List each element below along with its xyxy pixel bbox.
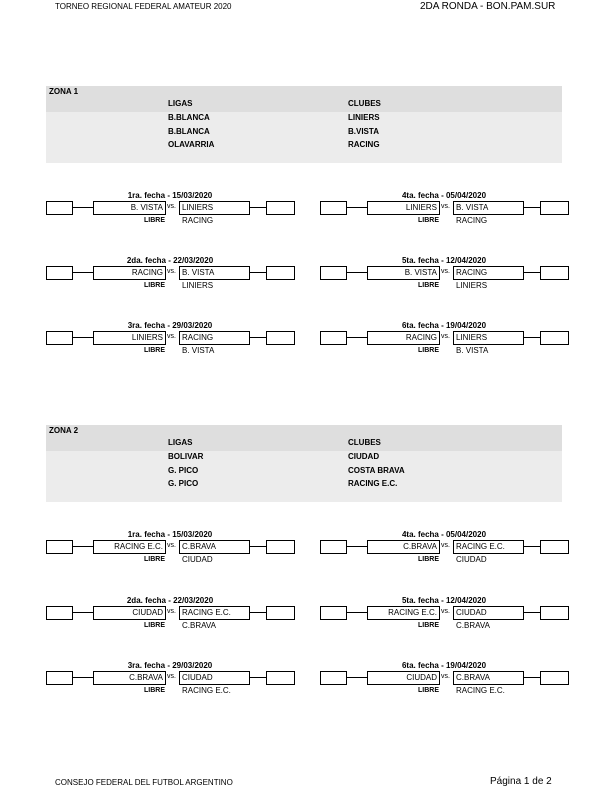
fixture-z1-f4 bbox=[320, 191, 568, 227]
liga-name: BOLIVAR bbox=[168, 452, 204, 461]
home-team: LINIERS bbox=[93, 331, 166, 345]
away-score-box bbox=[540, 671, 569, 685]
away-score-box bbox=[266, 266, 295, 280]
document-header-round: 2DA RONDA - BON.PAM.SUR bbox=[420, 1, 556, 12]
libre-team: RACING E.C. bbox=[456, 686, 505, 695]
zone-1-col-ligas: LIGAS bbox=[168, 99, 193, 108]
zone-row bbox=[46, 451, 562, 465]
club-name: COSTA BRAVA bbox=[348, 465, 405, 475]
home-score-box bbox=[320, 671, 347, 685]
document-header-title: TORNEO REGIONAL FEDERAL AMATEUR 2020 bbox=[55, 2, 232, 11]
libre-team: LINIERS bbox=[456, 281, 488, 290]
home-team: RACING bbox=[367, 331, 440, 345]
away-team: LINIERS bbox=[179, 201, 250, 215]
home-team: RACING E.C. bbox=[93, 540, 166, 554]
away-score-box bbox=[266, 606, 295, 620]
home-score-box bbox=[46, 331, 73, 345]
home-score-box bbox=[320, 266, 347, 280]
vs-label: vs. bbox=[167, 203, 176, 210]
fixture-z2-f4 bbox=[320, 530, 568, 566]
away-team: RACING bbox=[453, 266, 524, 280]
fixture-title: 3ra. fecha - 29/03/2020 bbox=[127, 661, 213, 670]
fixture-z1-f1 bbox=[46, 191, 294, 227]
zone-1-header bbox=[46, 86, 562, 112]
liga-name: B.BLANCA bbox=[168, 113, 210, 122]
zone-1-title: ZONA 1 bbox=[49, 87, 79, 96]
fixture-z1-f2 bbox=[46, 256, 294, 292]
vs-label: vs. bbox=[167, 268, 176, 275]
away-team: CIUDAD bbox=[453, 606, 524, 620]
libre-label: LIBRE bbox=[144, 556, 165, 563]
fixture-title: 6ta. fecha - 19/04/2020 bbox=[401, 661, 487, 670]
home-score-box bbox=[46, 266, 73, 280]
fixture-title: 1ra. fecha - 15/03/2020 bbox=[127, 191, 213, 200]
libre-team: CIUDAD bbox=[456, 555, 487, 564]
liga-name: G. PICO bbox=[168, 465, 199, 475]
fixture-z1-f5 bbox=[320, 256, 568, 292]
away-score-box bbox=[266, 540, 295, 554]
fixture-title: 1ra. fecha - 15/03/2020 bbox=[127, 530, 213, 539]
libre-label: LIBRE bbox=[144, 687, 165, 694]
home-team: CIUDAD bbox=[367, 671, 440, 685]
libre-label: LIBRE bbox=[144, 282, 165, 289]
home-team: LINIERS bbox=[367, 201, 440, 215]
fixture-title: 2da. fecha - 22/03/2020 bbox=[126, 596, 214, 605]
zone-2-col-clubes: CLUBES bbox=[348, 438, 381, 447]
liga-name: G. PICO bbox=[168, 479, 199, 488]
vs-label: vs. bbox=[441, 608, 450, 615]
fixture-z2-f6 bbox=[320, 661, 568, 697]
away-team: B. VISTA bbox=[179, 266, 250, 280]
home-score-box bbox=[46, 201, 73, 215]
vs-label: vs. bbox=[167, 542, 176, 549]
fixture-title: 4ta. fecha - 05/04/2020 bbox=[401, 530, 487, 539]
club-name: LINIERS bbox=[348, 113, 380, 122]
libre-label: LIBRE bbox=[418, 217, 439, 224]
home-score-box bbox=[46, 606, 73, 620]
libre-team: C.BRAVA bbox=[456, 621, 490, 630]
libre-team: B. VISTA bbox=[456, 346, 489, 355]
fixture-z1-f3 bbox=[46, 321, 294, 357]
libre-team: C.BRAVA bbox=[182, 621, 216, 630]
zone-1-col-clubes: CLUBES bbox=[348, 99, 381, 108]
zone-2-table bbox=[46, 425, 562, 502]
libre-label: LIBRE bbox=[418, 347, 439, 354]
away-score-box bbox=[540, 331, 569, 345]
zone-row bbox=[46, 478, 562, 492]
fixture-title: 6ta. fecha - 19/04/2020 bbox=[401, 321, 487, 330]
vs-label: vs. bbox=[441, 333, 450, 340]
home-team: B. VISTA bbox=[367, 266, 440, 280]
fixture-z2-f5 bbox=[320, 596, 568, 632]
fixture-title: 2da. fecha - 22/03/2020 bbox=[126, 256, 214, 265]
fixture-z1-f6 bbox=[320, 321, 568, 357]
away-team: C.BRAVA bbox=[179, 540, 250, 554]
libre-label: LIBRE bbox=[418, 282, 439, 289]
home-score-box bbox=[320, 540, 347, 554]
zone-2-col-ligas: LIGAS bbox=[168, 438, 193, 447]
libre-team: RACING E.C. bbox=[182, 686, 231, 695]
liga-name: B.BLANCA bbox=[168, 126, 210, 136]
away-team: CIUDAD bbox=[179, 671, 250, 685]
away-score-box bbox=[540, 606, 569, 620]
home-score-box bbox=[320, 201, 347, 215]
away-score-box bbox=[540, 540, 569, 554]
vs-label: vs. bbox=[441, 203, 450, 210]
away-team: C.BRAVA bbox=[453, 671, 524, 685]
fixture-title: 3ra. fecha - 29/03/2020 bbox=[127, 321, 213, 330]
zone-row bbox=[46, 112, 562, 126]
home-score-box bbox=[320, 331, 347, 345]
libre-team: B. VISTA bbox=[182, 346, 215, 355]
fixture-z2-f2 bbox=[46, 596, 294, 632]
vs-label: vs. bbox=[441, 673, 450, 680]
vs-label: vs. bbox=[167, 333, 176, 340]
document-footer-org: CONSEJO FEDERAL DEL FUTBOL ARGENTINO bbox=[55, 778, 233, 787]
zone-2-header bbox=[46, 425, 562, 451]
libre-label: LIBRE bbox=[418, 556, 439, 563]
club-name: CIUDAD bbox=[348, 452, 380, 461]
home-team: RACING bbox=[93, 266, 166, 280]
zone-row bbox=[46, 139, 562, 153]
vs-label: vs. bbox=[167, 673, 176, 680]
fixture-z2-f3 bbox=[46, 661, 294, 697]
libre-label: LIBRE bbox=[144, 622, 165, 629]
liga-name: OLAVARRIA bbox=[168, 140, 215, 149]
away-score-box bbox=[540, 201, 569, 215]
away-team: B. VISTA bbox=[453, 201, 524, 215]
vs-label: vs. bbox=[167, 608, 176, 615]
home-team: B. VISTA bbox=[93, 201, 166, 215]
away-score-box bbox=[540, 266, 569, 280]
libre-label: LIBRE bbox=[144, 217, 165, 224]
libre-label: LIBRE bbox=[418, 687, 439, 694]
zone-row bbox=[46, 126, 562, 140]
vs-label: vs. bbox=[441, 542, 450, 549]
away-team: RACING E.C. bbox=[453, 540, 524, 554]
club-name: B.VISTA bbox=[348, 126, 379, 136]
away-team: RACING bbox=[179, 331, 250, 345]
club-name: RACING E.C. bbox=[348, 479, 398, 488]
vs-label: vs. bbox=[441, 268, 450, 275]
away-score-box bbox=[266, 201, 295, 215]
away-team: RACING E.C. bbox=[179, 606, 250, 620]
libre-team: RACING bbox=[182, 216, 214, 225]
libre-team: LINIERS bbox=[182, 281, 214, 290]
fixture-title: 5ta. fecha - 12/04/2020 bbox=[401, 256, 487, 265]
fixture-z2-f1 bbox=[46, 530, 294, 566]
zone-row bbox=[46, 465, 562, 479]
zone-1-table bbox=[46, 86, 562, 163]
libre-team: RACING bbox=[456, 216, 488, 225]
libre-label: LIBRE bbox=[144, 347, 165, 354]
fixture-title: 4ta. fecha - 05/04/2020 bbox=[401, 191, 487, 200]
home-team: C.BRAVA bbox=[367, 540, 440, 554]
away-score-box bbox=[266, 331, 295, 345]
home-team: C.BRAVA bbox=[93, 671, 166, 685]
libre-team: CIUDAD bbox=[182, 555, 213, 564]
home-score-box bbox=[46, 540, 73, 554]
zone-2-title: ZONA 2 bbox=[49, 426, 79, 435]
home-score-box bbox=[46, 671, 73, 685]
away-team: LINIERS bbox=[453, 331, 524, 345]
fixture-title: 5ta. fecha - 12/04/2020 bbox=[401, 596, 487, 605]
libre-label: LIBRE bbox=[418, 622, 439, 629]
page-number: Página 1 de 2 bbox=[490, 776, 552, 787]
home-team: CIUDAD bbox=[93, 606, 166, 620]
home-team: RACING E.C. bbox=[367, 606, 440, 620]
home-score-box bbox=[320, 606, 347, 620]
away-score-box bbox=[266, 671, 295, 685]
club-name: RACING bbox=[348, 140, 380, 149]
